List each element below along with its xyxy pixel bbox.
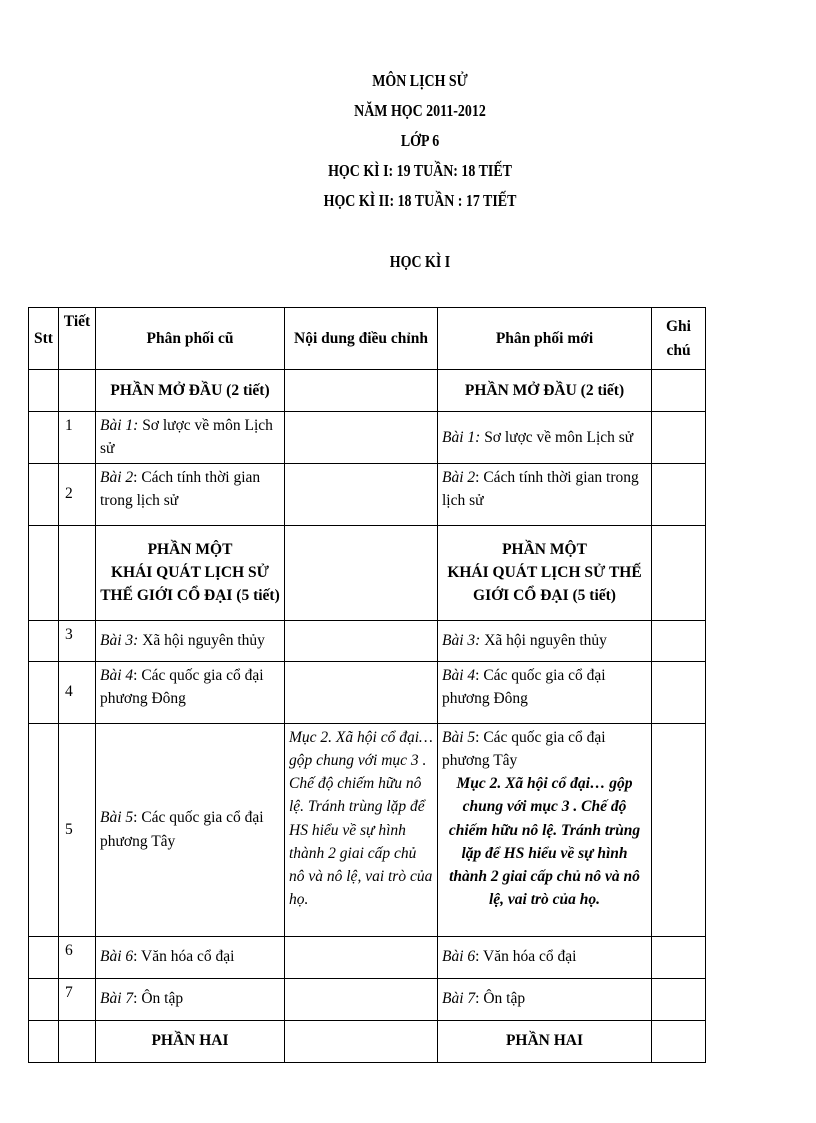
col-header-new: Phân phối mới	[438, 308, 652, 370]
new-lesson: Bài 4: Các quốc gia cổ đại phương Đông	[438, 661, 652, 723]
new-lesson: Bài 3: Xã hội nguyên thủy	[438, 620, 652, 661]
tiet-number: 1	[59, 412, 96, 464]
col-header-old: Phân phối cũ	[96, 308, 285, 370]
old-lesson: Bài 1: Sơ lược về môn Lịch sử	[96, 412, 285, 464]
table-row	[29, 525, 706, 620]
table-row	[29, 370, 706, 412]
tiet-number: 6	[59, 936, 96, 978]
section-old: PHẦN MỘT KHÁI QUÁT LỊCH SỬ THẾ GIỚI CỔ ĐẠI (5 tiết)	[96, 525, 285, 620]
semester-1-summary: HỌC KÌ I: 19 TUẦN: 18 TIẾT	[328, 161, 512, 180]
tiet-number: 2	[59, 463, 96, 525]
section-new: PHẦN MỞ ĐẦU (2 tiết)	[438, 370, 652, 412]
new-lesson: Bài 7: Ôn tập	[438, 978, 652, 1020]
subject-title: MÔN LỊCH SỬ	[372, 71, 468, 90]
new-lesson: Bài 2: Cách tính thời gian trong lịch sử	[438, 463, 652, 525]
table-row	[29, 1020, 706, 1062]
col-header-note: Ghi chú	[652, 308, 706, 370]
table-row	[29, 661, 706, 723]
curriculum-table	[28, 307, 706, 1063]
table-row	[29, 412, 706, 464]
section-new: PHẦN HAI	[438, 1020, 652, 1062]
old-lesson: Bài 5: Các quốc gia cổ đại phương Tây	[96, 723, 285, 936]
adjustment-note: Mục 2. Xã hội cổ đại… gộp chung với mục 3 . Chế độ chiếm hữu nô lệ. Tránh trùng lặp để HS hiểu về sự hình thành 2 giai cấp chủ nô và nô lệ, vai trò của họ.	[285, 723, 438, 936]
new-lesson-note: Mục 2. Xã hội cổ đại… gộp chung với mục 3 . Chế độ chiếm hữu nô lệ. Tránh trùng lặp để HS hiểu về sự hình thành 2 giai cấp chủ nô và nô lệ, vai trò của họ.	[448, 775, 641, 909]
col-header-adjust: Nội dung điều chỉnh	[285, 308, 438, 370]
section-old: PHẦN MỞ ĐẦU (2 tiết)	[96, 370, 285, 412]
document-header	[76, 66, 765, 216]
tiet-number: 3	[59, 620, 96, 661]
section-old: PHẦN HAI	[96, 1020, 285, 1062]
old-lesson: Bài 2: Cách tính thời gian trong lịch sử	[96, 463, 285, 525]
tiet-number: 5	[59, 723, 96, 936]
old-lesson: Bài 6: Văn hóa cổ đại	[96, 936, 285, 978]
table-row	[29, 463, 706, 525]
col-header-tiet: Tiết	[59, 308, 96, 370]
section-new: PHẦN MỘT KHÁI QUÁT LỊCH SỬ THẾ GIỚI CỔ ĐẠI (5 tiết)	[438, 525, 652, 620]
old-lesson: Bài 7: Ôn tập	[96, 978, 285, 1020]
table-row	[29, 620, 706, 661]
tiet-number: 4	[59, 661, 96, 723]
new-lesson: Bài 1: Sơ lược về môn Lịch sử	[438, 412, 652, 464]
grade: LỚP 6	[400, 131, 440, 150]
new-lesson: Bài 6: Văn hóa cổ đại	[438, 936, 652, 978]
table-row	[29, 723, 706, 936]
tiet-number: 7	[59, 978, 96, 1020]
semester-2-summary: HỌC KÌ II: 18 TUẦN : 17 TIẾT	[323, 191, 517, 210]
school-year: NĂM HỌC 2011-2012	[354, 101, 486, 120]
new-lesson: Bài 5: Các quốc gia cổ đại phương Tây Mục 2. Xã hội cổ đại… gộp chung với mục 3 . Chế độ chiếm hữu nô lệ. Tránh trùng lặp để HS hiểu về sự hình thành 2 giai cấp chủ nô và nô lệ, vai trò của họ.	[438, 723, 652, 936]
semester-title: HỌC KÌ I	[389, 252, 451, 271]
old-lesson: Bài 4: Các quốc gia cổ đại phương Đông	[96, 661, 285, 723]
table-row	[29, 936, 706, 978]
table-header-row	[29, 308, 706, 370]
col-header-stt: Stt	[29, 308, 59, 370]
table-row	[29, 978, 706, 1020]
old-lesson: Bài 3: Xã hội nguyên thủy	[96, 620, 285, 661]
